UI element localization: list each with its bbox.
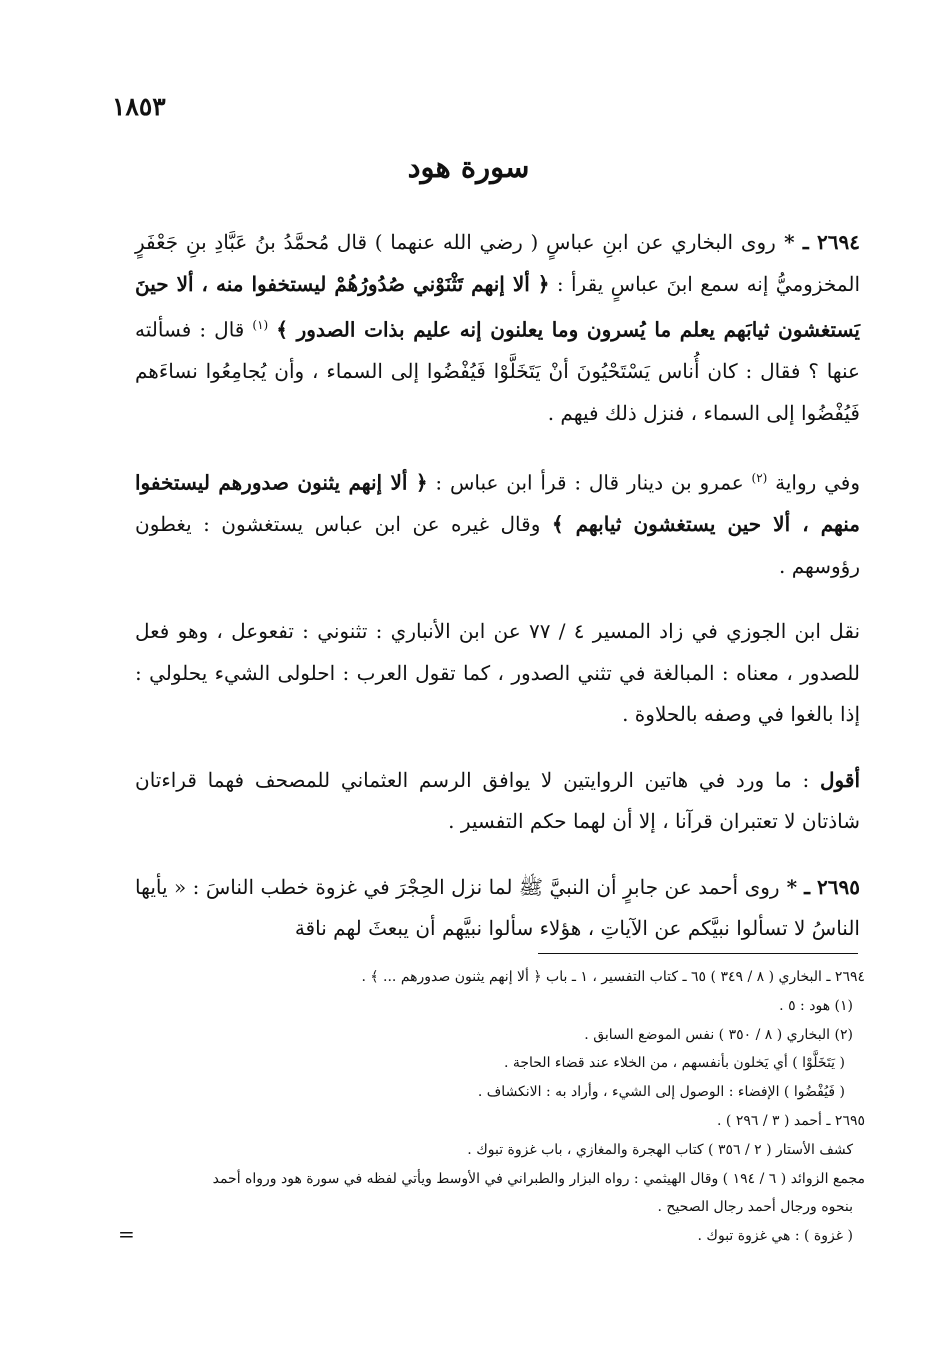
page-number: ١٨٥٣ (112, 92, 166, 121)
footnote-line: ٢٦٩٥ ـ أحمد ( ٣ / ٢٩٦ ) . (717, 1112, 865, 1129)
footnote-marker: (٢) (751, 471, 768, 486)
footnote-line: ( يَتَخَلَّوْا ) أي يَخلون بأنفسهم ، من الخلاء عند قضاء الحاجة . (503, 1055, 845, 1072)
margin-mark: = (118, 1222, 135, 1246)
hadith-number: ٢٦٩٥ ـ * (779, 874, 861, 899)
narration-text: عمرو بن دينار قال : قرأ ابن عباس : (427, 470, 752, 495)
footnote-line: ( غزوة ) : هي غزوة تبوك . (697, 1228, 853, 1245)
narration-text: وفي رواية (767, 470, 860, 495)
footnote-marker: (١) (252, 318, 269, 332)
quran-verse: ﴿ ألا إنهم تَثْنَوْني صُدُورُهُمْ ليستخفوا منه ، ألا حينَ يَستغشون ثيابَهم يعلم ما يُسرون وما يعلنون إنه عليم بذات الصدور ﴾ (135, 271, 860, 342)
hadith-2694 (135, 222, 860, 434)
narration-variant (135, 458, 860, 587)
author-note-label: أقول (820, 767, 860, 792)
hadith-number: ٢٦٩٤ ـ * (775, 230, 860, 254)
footnote-line: مجمع الزوائد ( ٦ / ١٩٤ ) وقال الهيثمي : رواه البزار والطبراني في الأوسط ويأتي لفظه في سورة هود ورواه أحمد (212, 1170, 865, 1187)
author-note (135, 760, 860, 843)
hadith-2695 (135, 867, 860, 950)
footnote-line: ٢٦٩٤ ـ البخاري ( ٨ / ٣٤٩ ) ٦٥ ـ كتاب التفسير ، ١ ـ باب ﴿ ألا إنهم يثنون صدورهم ... ﴾ . (361, 969, 865, 985)
main-text (135, 222, 860, 950)
surah-title: سورة هود (407, 150, 530, 184)
commentary-text: نقل ابن الجوزي في زاد المسير ٤ / ٧٧ عن ابن الأنباري : تثنوني : تفعوعل ، وهو فعل للصدور ، معناه : المبالغة في تثني الصدور ، كما تقول العرب : احلولى الشيء يحلولي : إذا بالغوا في وصفه بالحلاوة . (135, 619, 861, 727)
hadith-text: قال : فسألته عنها ؟ فقال : كان أُناس يَسْتَحْيُونَ أنْ يَتَخَلَّوْا فَيُفْضُوا إلى السماء ، وأن يُجامِعُوا نساءَهم فَيُفْضُوا إلى السماء ، فنزل ذلك فيهم . (135, 317, 860, 425)
author-note-text: : ما ورد في هاتين الروايتين لا يوافق الرسم العثماني للمصحف فهما قراءتان شاذتان لا تعتبران قرآنا ، إلا أن لهما حكم التفسير . (135, 767, 860, 834)
footnotes (105, 963, 865, 1251)
footnote-line: ( فَيُفْضُوا ) الإفضاء : الوصول إلى الشيء ، وأراد به : الانكشاف . (477, 1084, 845, 1101)
footnote-line: بنحوه ورجال أحمد رجال الصحيح . (657, 1199, 853, 1216)
footnote-line: (٢) البخاري ( ٨ / ٣٥٠ ) نفس الموضع السابق . (584, 1026, 853, 1043)
commentary-paragraph (135, 611, 860, 736)
hadith-text: روى أحمد عن جابرٍ أن النبيَّ ﷺ لما نزل الحِجْرَ في غزوة خطب الناسَ : « يأيها الناسُ لا تسألوا نبيَّكم عن الآياتِ ، هؤلاء سألوا نبيَّهم أن يبعثَ لهم ناقة (135, 874, 860, 941)
footnote-line: كشف الأستار ( ٢ / ٣٥٦ ) كتاب الهجرة والمغازي ، باب غزوة تبوك . (467, 1141, 853, 1158)
footnote-line: (١) هود : ٥ . (779, 997, 853, 1014)
narration-text: وقال غيره عن ابن عباس يستغشون : يغطون رؤوسهم . (135, 512, 860, 578)
quran-verse: ﴿ ألا إنهم يثنون صدورهم ليستخفوا منهم ، ألا حين يستغشون ثيابهم ﴾ (135, 470, 861, 537)
hadith-text: روى البخاري عن ابنِ عباسٍ ( رضي الله عنهما ) قال مُحمَّدُ بنُ عَبَّادِ بنِ جَعْفَرٍ المخزوميُّ إنه سمع ابنَ عباسٍ يقرأ : (135, 230, 860, 296)
footnote-divider (538, 953, 858, 954)
